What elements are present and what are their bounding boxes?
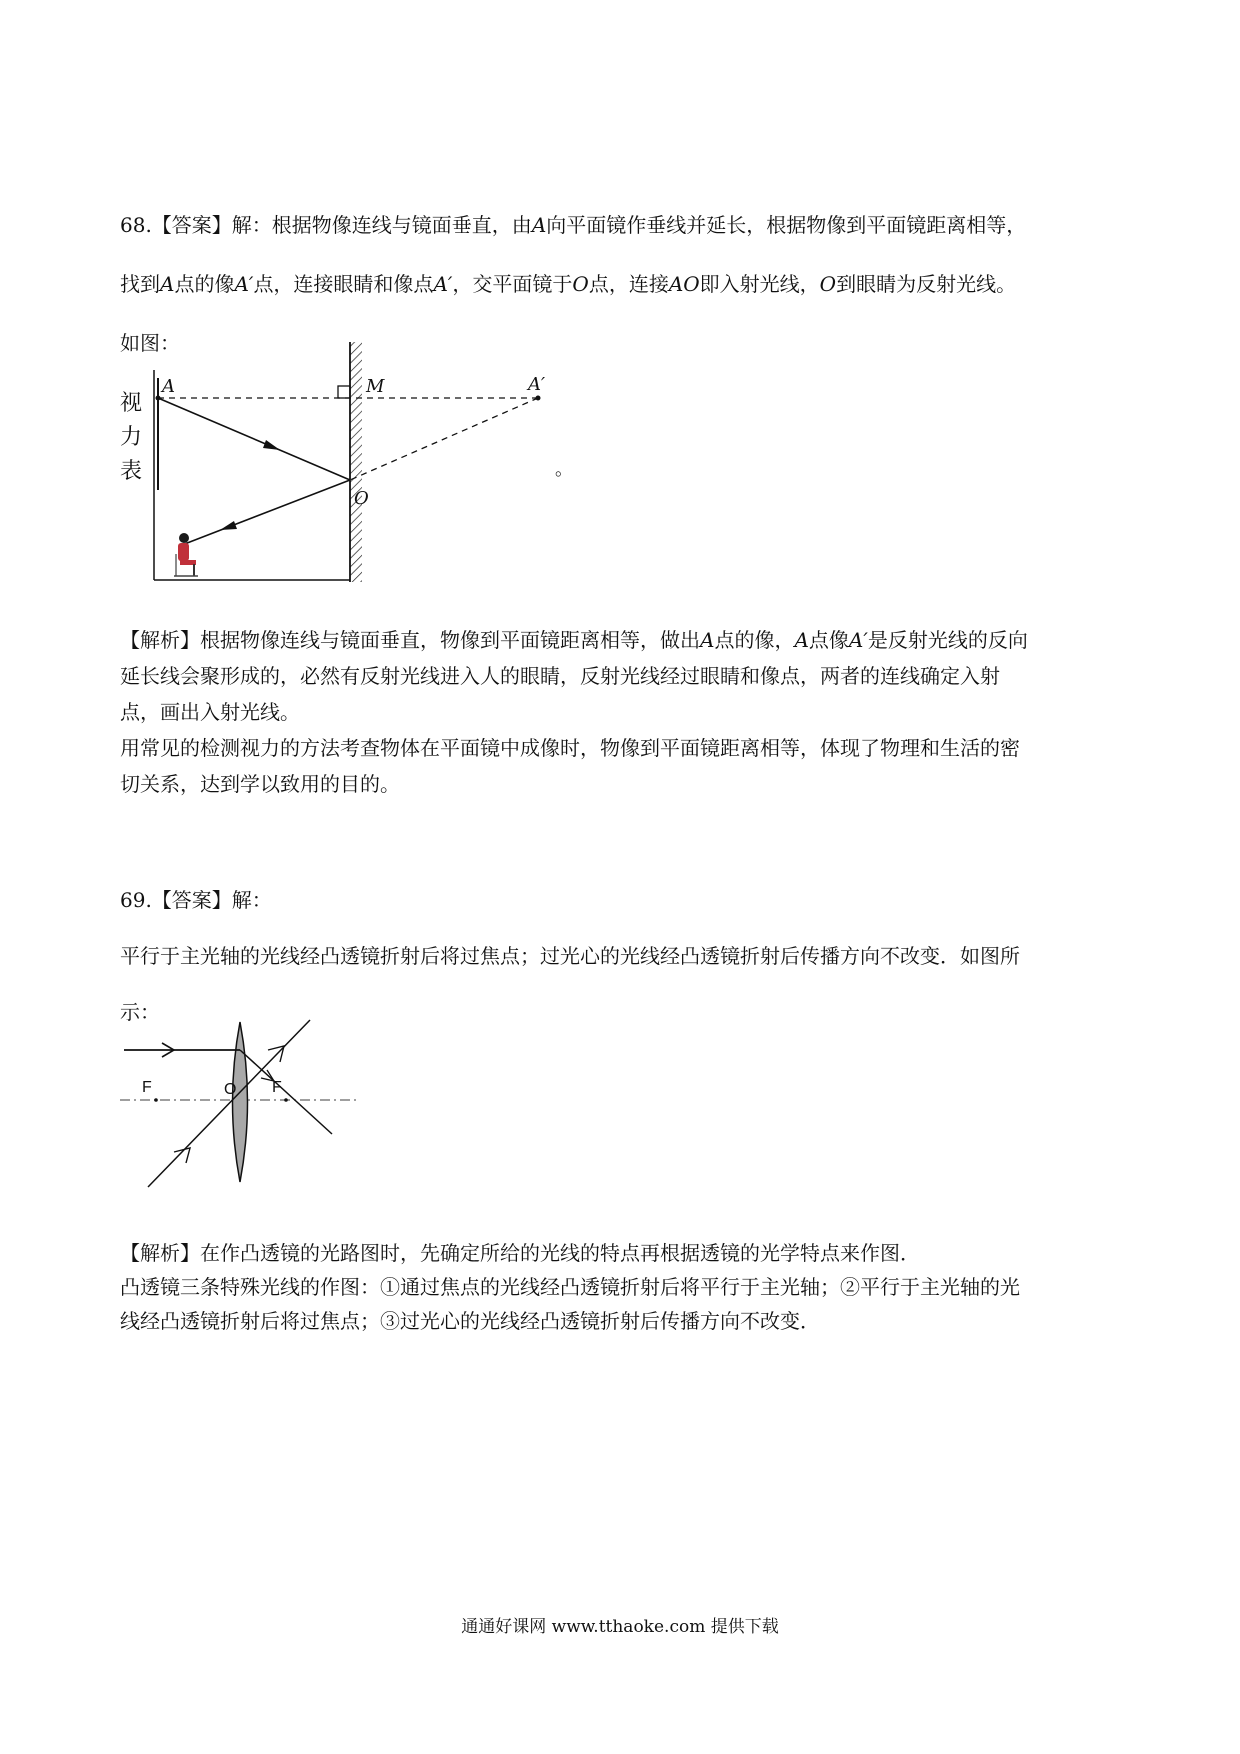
convex-lens xyxy=(233,1022,248,1182)
q68-analysis-line-2: 延长线会聚形成的，必然有反射光线进入人的眼睛，反射光线经过眼睛和像点，两者的连线确定入射 xyxy=(120,664,1000,688)
right-angle-marker xyxy=(338,386,350,398)
label-a: A xyxy=(162,376,175,397)
center-ray-lower-arrow xyxy=(174,1148,190,1163)
q69-analysis-line-3: 线经凸透镜折射后将过焦点；③过光心的光线经凸透镜折射后传播方向不改变． xyxy=(120,1309,820,1333)
q68-analysis-line-3: 点，画出入射光线。 xyxy=(120,700,300,724)
q68-analysis-line-5: 切关系，达到学以致用的目的。 xyxy=(120,772,400,796)
label-f-right: F xyxy=(272,1079,282,1096)
reflected-ray-arrow xyxy=(220,521,237,530)
q68-analysis-paragraph xyxy=(120,622,1130,802)
q69-analysis-line-1: 【解析】在作凸透镜的光路图时，先确定所给的光线的特点再根据透镜的光学特点来作图． xyxy=(120,1241,920,1265)
left-focal-point xyxy=(154,1098,158,1102)
optical-center-ray xyxy=(148,1020,310,1187)
refracted-ray-through-focus xyxy=(240,1050,332,1134)
q69-lens-diagram xyxy=(110,1012,370,1202)
q69-answer-line-1: 69.【答案】解： xyxy=(120,888,272,912)
q68-answer-line-2: 找到A点的像A′点，连接眼睛和像点A′，交平面镜于O点，连接AO即入射光线，O到眼睛为反射光线。 xyxy=(120,272,1017,296)
eye-chart-label-2: 力 xyxy=(120,425,143,450)
q69-answer-line-3: 示： xyxy=(120,1000,160,1024)
eye-chart-label-1: 视 xyxy=(120,391,143,416)
eye-chart-label-3: 表 xyxy=(120,459,143,484)
point-a-prime xyxy=(536,396,541,401)
q68-answer-line-3: 如图： xyxy=(120,331,180,355)
page-footer: 通通好课网 www.tthaoke.com 提供下载 xyxy=(461,1617,779,1637)
incident-ray xyxy=(158,398,350,480)
label-m: M xyxy=(366,376,385,397)
q69-analysis-paragraph xyxy=(120,1236,1130,1338)
q69-answer-line-2: 平行于主光轴的光线经凸透镜折射后将过焦点；过光心的光线经凸透镜折射后传播方向不改变．如图所 xyxy=(120,944,1020,968)
trailing-period-mark: 。 xyxy=(555,459,573,480)
q69-analysis-line-2: 凸透镜三条特殊光线的作图：①通过焦点的光线经凸透镜折射后将平行于主光轴；②平行于主光轴的光 xyxy=(120,1275,1020,1299)
q68-analysis-line-1: 【解析】根据物像连线与镜面垂直，物像到平面镜距离相等，做出A点的像，A点像A′是反射光线的反向 xyxy=(120,628,1028,652)
q68-analysis-line-4: 用常见的检测视力的方法考查物体在平面镜中成像时，物像到平面镜距离相等，体现了物理和生活的密 xyxy=(120,736,1020,760)
label-o-lens: O xyxy=(224,1081,237,1098)
image-to-o-dashed-line xyxy=(350,398,538,480)
incident-ray-arrow xyxy=(263,440,280,450)
q68-answer-line-1: 68.【答案】解：根据物像连线与镜面垂直，由A向平面镜作垂线并延长，根据物像到平面镜距离相等， xyxy=(120,213,1027,237)
mirror-hatching xyxy=(350,342,362,582)
label-f-left: F xyxy=(142,1079,152,1096)
point-a xyxy=(156,396,161,401)
label-a-prime: A′ xyxy=(528,374,546,395)
reflected-ray xyxy=(182,480,350,545)
label-o: O xyxy=(354,488,369,509)
right-focal-point xyxy=(284,1098,288,1102)
q68-mirror-diagram xyxy=(110,340,573,590)
